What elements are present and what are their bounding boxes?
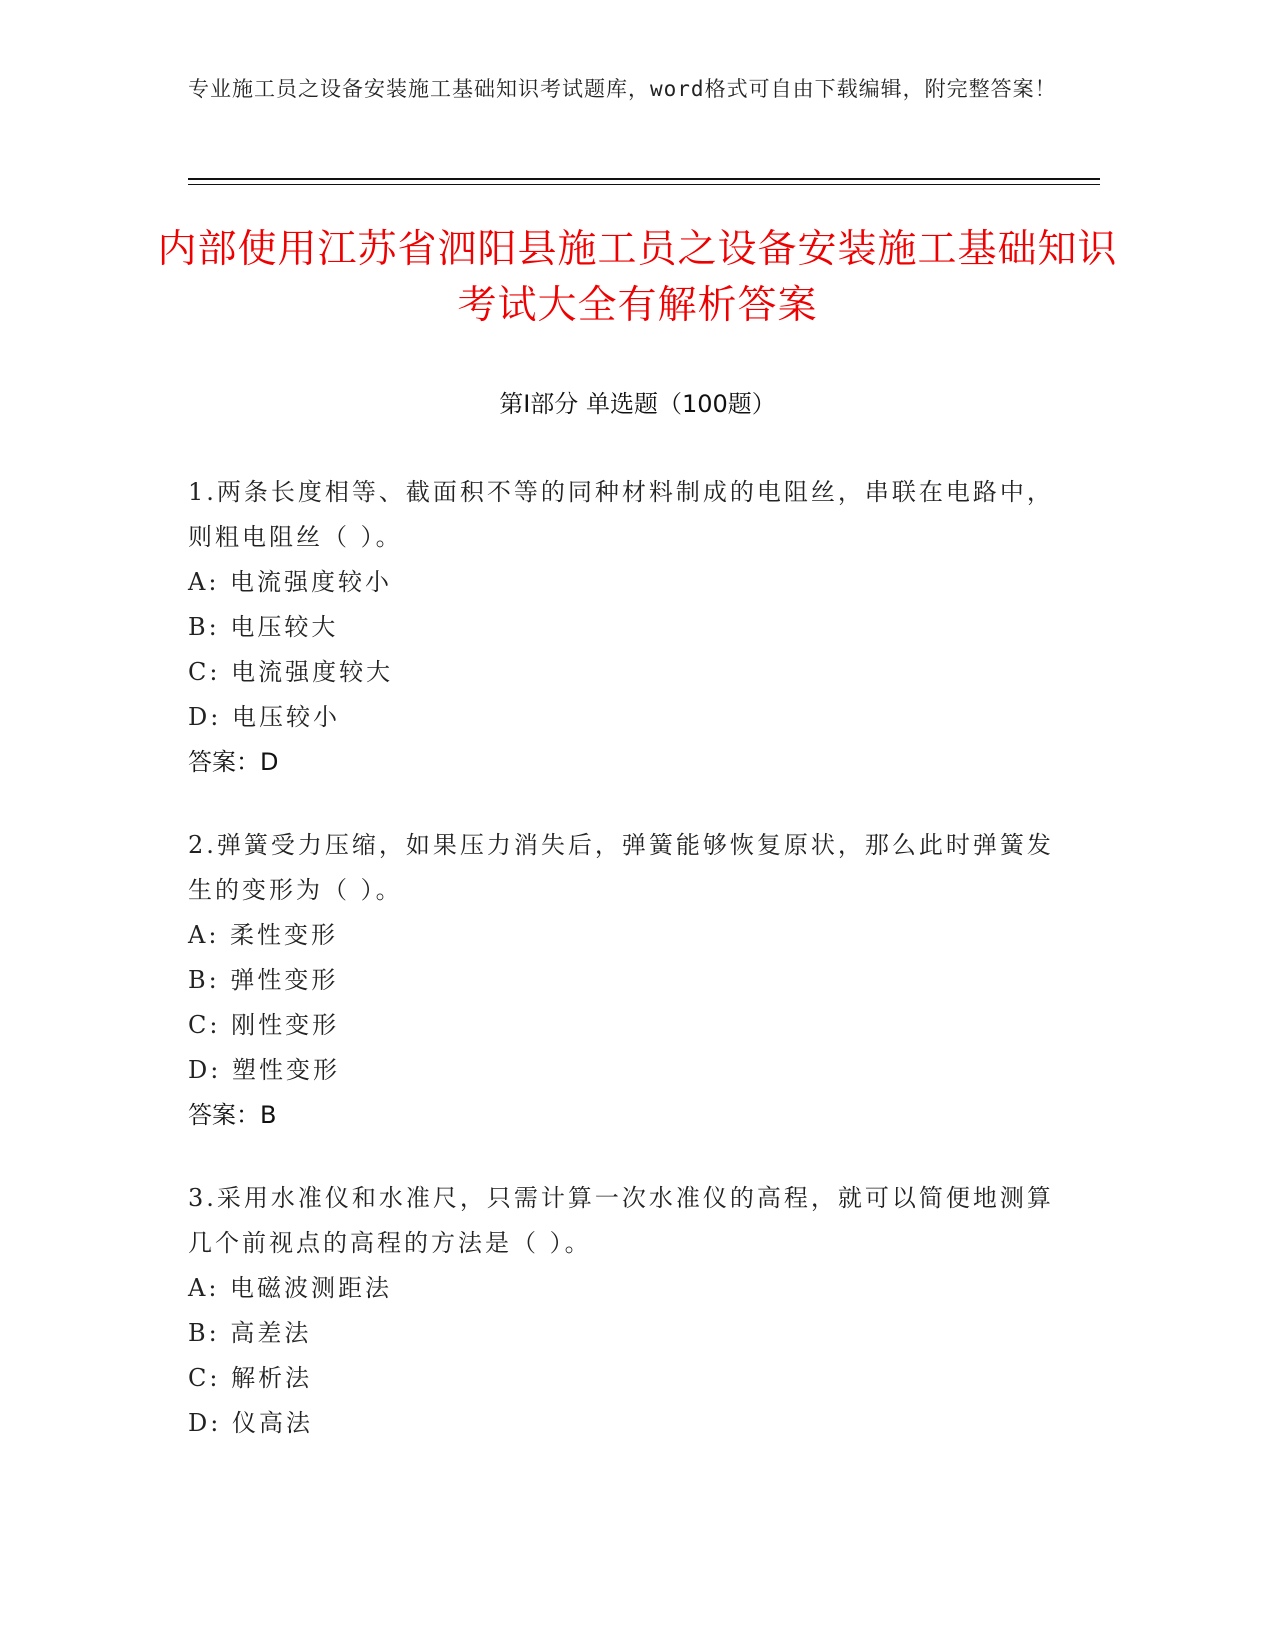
- question-3: [188, 1176, 1068, 1446]
- question-stem: 1.两条长度相等、截面积不等的同种材料制成的电阻丝，串联在电路中，则粗电阻丝（ ）。: [188, 478, 1054, 551]
- question-list: [188, 470, 1068, 1484]
- header-note: 专业施工员之设备安装施工基础知识考试题库，word格式可自由下载编辑，附完整答案！: [188, 77, 1057, 101]
- document-title: 内部使用江苏省泗阳县施工员之设备安装施工基础知识考试大全有解析答案: [157, 227, 1118, 328]
- question-2: [188, 823, 1068, 1138]
- question-stem: 3.采用水准仪和水准尺，只需计算一次水准仪的高程，就可以简便地测算几个前视点的高程的方法是（ ）。: [188, 1184, 1054, 1257]
- answer-label: 答案：B: [188, 1101, 277, 1129]
- option-a: A: 电流强度较小: [188, 568, 393, 596]
- option-b: B: 高差法: [188, 1319, 312, 1347]
- option-c: C: 解析法: [188, 1364, 313, 1392]
- option-a: A: 电磁波测距法: [188, 1274, 393, 1302]
- section-heading: 第Ⅰ部分 单选题（100题）: [499, 390, 776, 418]
- question-stem: 2.弹簧受力压缩，如果压力消失后，弹簧能够恢复原状，那么此时弹簧发生的变形为（ ）。: [188, 831, 1054, 904]
- option-d: D: 电压较小: [188, 703, 340, 731]
- option-a: A: 柔性变形: [188, 921, 339, 949]
- option-c: C: 刚性变形: [188, 1011, 340, 1039]
- question-1: [188, 470, 1068, 785]
- option-b: B: 弹性变形: [188, 966, 339, 994]
- option-b: B: 电压较大: [188, 613, 339, 641]
- header-rule-thin: [188, 184, 1100, 185]
- header-rule-thick: [188, 178, 1100, 180]
- option-c: C: 电流强度较大: [188, 658, 394, 686]
- option-d: D: 塑性变形: [188, 1056, 340, 1084]
- answer-label: 答案：D: [188, 748, 279, 776]
- option-d: D: 仪高法: [188, 1409, 313, 1437]
